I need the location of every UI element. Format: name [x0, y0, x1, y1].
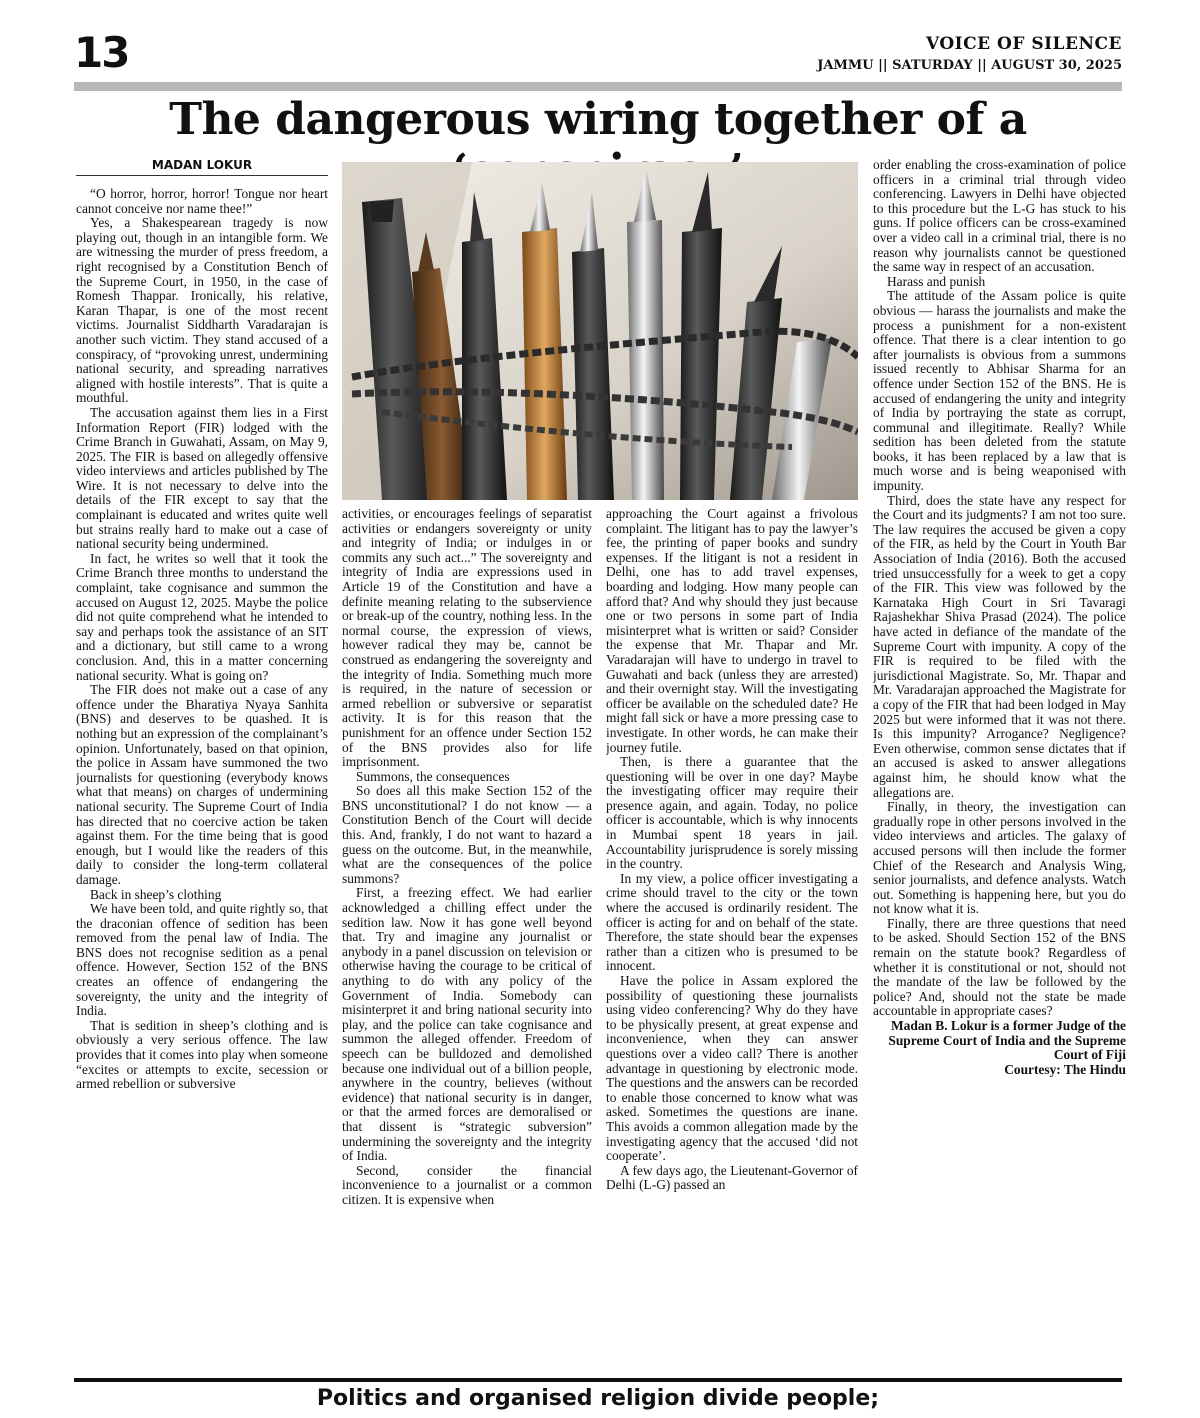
chained-pens-image: [342, 162, 858, 500]
headline: The dangerous wiring together of a: [169, 94, 1027, 145]
paragraph: The FIR does not make out a case of any offence under the Bharatiya Nyaya Sanhita (BNS) and deserves to be quashed. It is nothing but an expression of the complainant’s opinion. Unfortunately, based on that opinion, the police in Assam have summoned the two journalists for questioning (everybody knows what that means) on charges of undermining national security. The Supreme Court of India has directed that no coercive action be taken against them. For the time being that is good enough, but I would like the readers of this daily to consider the long-term collateral damage.: [76, 682, 328, 887]
paragraph: activities, or encourages feelings of separatist activities or endangers sovereignty or unity and integrity of India; or indulges in or commits any such act...” The sovereignty and integrity of India are expressions used in Article 19 of the Constitution and have a definite meaning relating to the subservience or break-up of the country, nothing less. In the normal course, the expression of views, however radical they may be, cannot be construed as endangering the sovereignty and the integrity of India. Something much more is required, in the nature of secession or armed rebellion or subversive or separatist activity. It is for this reason that the punishment for an offence under Section 152 of the BNS provides also for life imprisonment.: [342, 507, 592, 770]
paragraph: In fact, he writes so well that it took the Crime Branch three months to understand the complaint, take cognisance and summon the accused on August 12, 2025. Maybe the police did not quite comprehend what he intended to say and perhaps took the assistance of an SIT and a dictionary, but still came to a wrong conclusion. And, this in a matter concerning national security. What is going on?: [76, 550, 328, 683]
footer-divider: [74, 1378, 1122, 1382]
paragraph: We have been told, and quite rightly so, that the draconian offence of sedition has been removed from the penal law of India. The BNS does not recognise sedition as a penal offence. However, Section 152 of the BNS creates an offence of endangering the sovereignty, the unity and the integrity of India.: [76, 901, 328, 1019]
article-column-3: [606, 507, 858, 1340]
paragraph: Finally, there are three questions that need to be asked. Should Section 152 of the BNS remain on the statute book? Regardless of whether it is constitutional or not, should not the mandate of the law be followed by the police? And, should not the state be made accountable in appropriate cases?: [873, 915, 1126, 1019]
byline: MADAN LOKUR: [76, 158, 328, 176]
courtesy-note: Courtesy: The Hindu: [1004, 1061, 1126, 1077]
paragraph: The accusation against them lies in a First Information Report (FIR) lodged with the Crime Branch in Guwahati, Assam, on May 9, 2025. The FIR is based on allegedly offensive video interviews and articles published by The Wire. It is not necessary to delve into the details of the FIR except to say that the complainant is educated and writes quite well but strains really hard to make out a case of national security being undermined.: [76, 404, 328, 552]
paragraph: So does all this make Section 152 of the BNS unconstitutional? I do not know — a Constitution Bench of the Court will decide this. And, frankly, I do not want to hazard a guess on the outcome. But, in the meanwhile, what are the consequences of the police summons?: [342, 783, 592, 886]
article-column-1: [76, 187, 328, 1340]
paragraph: order enabling the cross-examination of police officers in a criminal trial through video conferencing. Lawyers in Delhi have objected to this procedure but the L-G has stuck to his guns. If police officers can be cross-examined over a video call in a criminal trial, there is no reason why journalists cannot be questioned the same way in respect of an accusation.: [873, 158, 1126, 275]
article-column-4: [873, 158, 1126, 1338]
footer-teaser: Politics and organised religion divide people;: [316, 1386, 880, 1411]
paragraph: “O horror, horror, horror! Tongue nor heart cannot conceive nor name thee!”: [76, 187, 328, 216]
paragraph: First, a freezing effect. We had earlier acknowledged a chilling effect under the sedition law. Now it has gone well beyond that. Try and imagine any journalist or anybody in a panel discussion on television or otherwise having the courage to be critical of anything to do with any policy of the Government of India. Somebody can misinterpret it and bring national security into play, and the police can take cognisance and summon the alleged offender. Freedom of speech can be bulldozed and demolished because one individual out of a billion people, anywhere in the country, believes (without evidence) that national security is in danger, or that the armed forces are demoralised or that dissent is “strategic subversion” undermining the sovereignty and the integrity of India.: [342, 885, 592, 1164]
paragraph: Third, does the state have any respect for the Court and its judgments? I am not too sure. The law requires the accused be given a copy of the FIR, as held by the Court in Youth Bar Association of India (2016). Both the accused tried unsuccessfully for a week to get a copy of the FIR. This view was followed by the Karnataka High Court in Sri Tavaragi Rajashekhar Shiva Prasad (2024). The police have acted in defiance of the mandate of the Supreme Court with impunity. A copy of the FIR is required to be filed with the jurisdictional Magistrate. So, Mr. Thapar and Mr. Varadarajan approached the Magistrate for a copy of the FIR that had been lodged in May 2025 but were informed that it was not there. Is this impunity? Arrogance? Negligence? Even otherwise, common sense dictates that if an accused is asked to answer allegations against him, he should know what the allegations are.: [873, 492, 1126, 800]
paragraph: Then, is there a guarantee that the questioning will be over in one day? Maybe the investigating officer may require their presence again, and again. Today, no police officer is accountable, which is why innocents in Mumbai spent 18 years in jail. Accountability jurisprudence is sorely missing in the country.: [606, 754, 858, 872]
paragraph: Finally, in theory, the investigation can gradually rope in other persons involved in the video interviews and articles. The galaxy of accused persons will then include the former Chief of the Research and Analysis Wing, senior journalists, and defence analysts. Watch out. Something is happening here, but you do not know what it is.: [873, 799, 1126, 917]
article-photo: [342, 162, 858, 500]
paragraph: approaching the Court against a frivolous complaint. The litigant has to pay the lawyer’s fee, the printing of paper books and sundry expenses. If the litigant is not a resident in Delhi, one has to add travel expenses, boarding and lodging. How many people can afford that? And why should they just because one or two persons in some part of India misinterpret what is written or said? Consider the expense that Mr. Thapar and Mr. Varadarajan will have to undergo in travel to Guwahati and back (unless they are arrested) and their overnight stay. Will the investigating officer be available on the scheduled date? He might fall sick or have a more pressing case to investigate. In other words, he can make their journey futile.: [606, 507, 858, 755]
paragraph: In my view, a police officer investigating a crime should travel to the city or the town where the accused is ordinarily resident. The officer is acting for and on behalf of the state. Therefore, the state should bear the expenses rather than a citizen who is presumed to be innocent.: [606, 870, 858, 974]
masthead: [817, 34, 1122, 73]
paragraph: The attitude of the Assam police is quite obvious — harass the journalists and make the process a punishment for a non-existent offence. That there is a clear intention to go after journalists is obvious from a summons issued recently to Abhisar Sharma for an offence under Section 152 of the BNS. He is accused of endangering the unity and integrity of India by portraying the state as corrupt, communal and illegitimate. Really? While sedition has been deleted from the statute books, it has been replaced by a law that is much worse and is being weaponised with impunity.: [873, 288, 1126, 494]
dateline: JAMMU || SATURDAY || AUGUST 30, 2025: [817, 58, 1122, 73]
paragraph: That is sedition in sheep’s clothing and is obviously a very serious offence. The law provides that it comes into play when someone “excites or attempts to excite, secession or armed rebellion or subversive: [76, 1017, 328, 1092]
page-number: 13: [74, 28, 129, 77]
paragraph: Second, consider the financial inconvenience to a journalist or a common citizen. It is expensive when: [342, 1162, 592, 1207]
paragraph: Have the police in Assam explored the possibility of questioning these journalists using video conferencing? Why do they have to be physically present, at great expense and inconvenience, when they can answer questions over a video call? There is another advantage in questioning by electronic mode. The questions and the answers can be recorded to enable those concerned to know what was asked. Sometimes the questions are inane. This avoids a common allegation made by the investigating agency that the accused ‘did not cooperate’.: [606, 973, 858, 1164]
publication-name: VOICE OF SILENCE: [925, 34, 1122, 54]
header-divider: [74, 82, 1122, 91]
subheading: Back in sheep’s clothing: [90, 886, 222, 902]
paragraph: A few days ago, the Lieutenant-Governor of Delhi (L-G) passed an: [606, 1162, 858, 1193]
article-column-2: [342, 507, 592, 1340]
paragraph: Yes, a Shakespearean tragedy is now playing out, though in an intangible form. We are witnessing the murder of press freedom, a right recognised by a Constitution Bench of the Supreme Court, in 1950, in the case of Romesh Thappar. Ironically, his relative, Karan Thapar, is one of the most recent victims. Journalist Siddharth Varadarajan is another such victim. They stand accused of a conspiracy, of “provoking unrest, undermining national security, and spreading narratives aligned with hostile interests”. That is quite a mouthful.: [76, 215, 328, 406]
subheading: Harass and punish: [887, 273, 986, 289]
subheading: Summons, the consequences: [356, 768, 510, 784]
author-note: Madan B. Lokur is a former Judge of the Supreme Court of India and the Supreme Court of Fiji: [888, 1018, 1126, 1063]
